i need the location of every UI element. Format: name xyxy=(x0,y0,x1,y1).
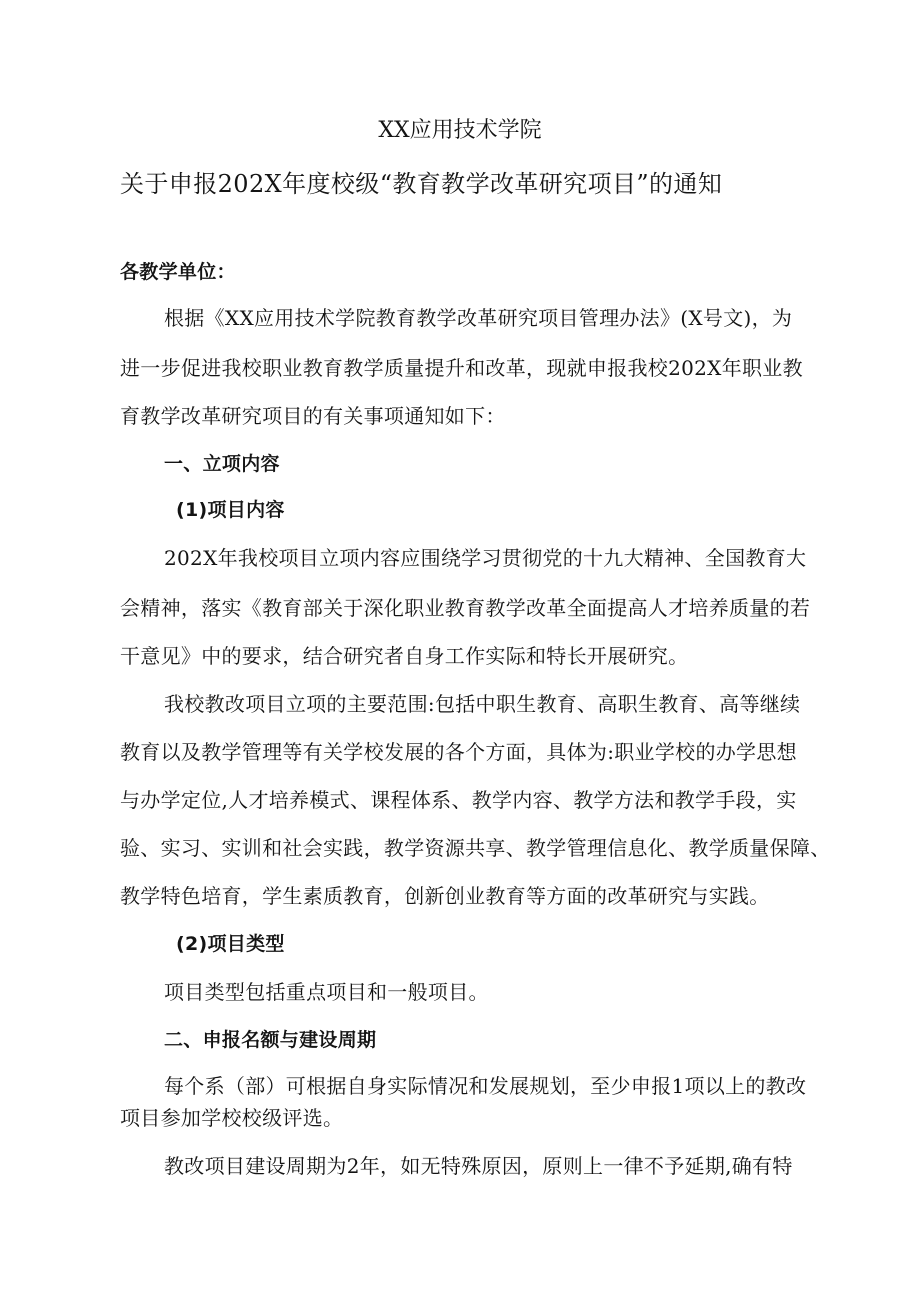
section2-para1-line-2: 项目参加学校校级评选。 xyxy=(120,1106,344,1130)
sub1-para1-line-2: 会精神，落实《教育部关于深化职业教育教学改革全面提高人才培养质量的若 xyxy=(120,596,811,620)
document-title-line2: 关于申报202X年度校级“教育教学改革研究项目”的通知 xyxy=(120,170,723,198)
sub1-para1-line-1: 202X年我校项目立项内容应围绕学习贯彻党的十九大精神、全国教育大 xyxy=(164,546,807,570)
salutation: 各教学单位： xyxy=(120,261,236,283)
sub1-para1-line-3: 干意见》中的要求，结合研究者自身工作实际和特长开展研究。 xyxy=(120,644,689,668)
sub1-para2-line-1: 我校教改项目立项的主要范围:包括中职生教育、高职生教育、高等继续 xyxy=(164,692,801,716)
document-title-line1: XX应用技术学院 xyxy=(378,118,542,143)
intro-line-3: 育教学改革研究项目的有关事项通知如下： xyxy=(120,404,506,428)
sub1-para2-line-5: 教学特色培育，学生素质教育，创新创业教育等方面的改革研究与实践。 xyxy=(120,884,770,908)
section1-heading: 一、立项内容 xyxy=(164,453,280,475)
sub1-para2-line-4: 验、实习、实训和社会实践，教学资源共享、教学管理信息化、教学质量保障、 xyxy=(120,836,831,860)
section2-para1-line-1: 每个系（部）可根据自身实际情况和发展规划，至少申报1项以上的教改 xyxy=(164,1074,807,1098)
intro-line-2: 进一步促进我校职业教育教学质量提升和改革，现就申报我校202X年职业教 xyxy=(120,356,803,380)
sub1-heading: (1)项目内容 xyxy=(176,499,285,521)
sub1-para2-line-3: 与办学定位,人才培养模式、课程体系、教学内容、教学方法和教学手段，实 xyxy=(120,788,797,812)
section2-heading: 二、申报名额与建设周期 xyxy=(164,1029,377,1051)
sub2-para: 项目类型包括重点项目和一般项目。 xyxy=(164,980,489,1004)
section2-para2-line-1: 教改项目建设周期为2年，如无特殊原因，原则上一律不予延期,确有特 xyxy=(164,1154,793,1178)
sub1-para2-line-2: 教育以及教学管理等有关学校发展的各个方面，具体为:职业学校的办学思想 xyxy=(120,740,797,764)
sub2-heading: (2)项目类型 xyxy=(176,933,285,955)
intro-line-1: 根据《XX应用技术学院教育教学改革研究项目管理办法》(X号文)，为 xyxy=(164,306,793,330)
